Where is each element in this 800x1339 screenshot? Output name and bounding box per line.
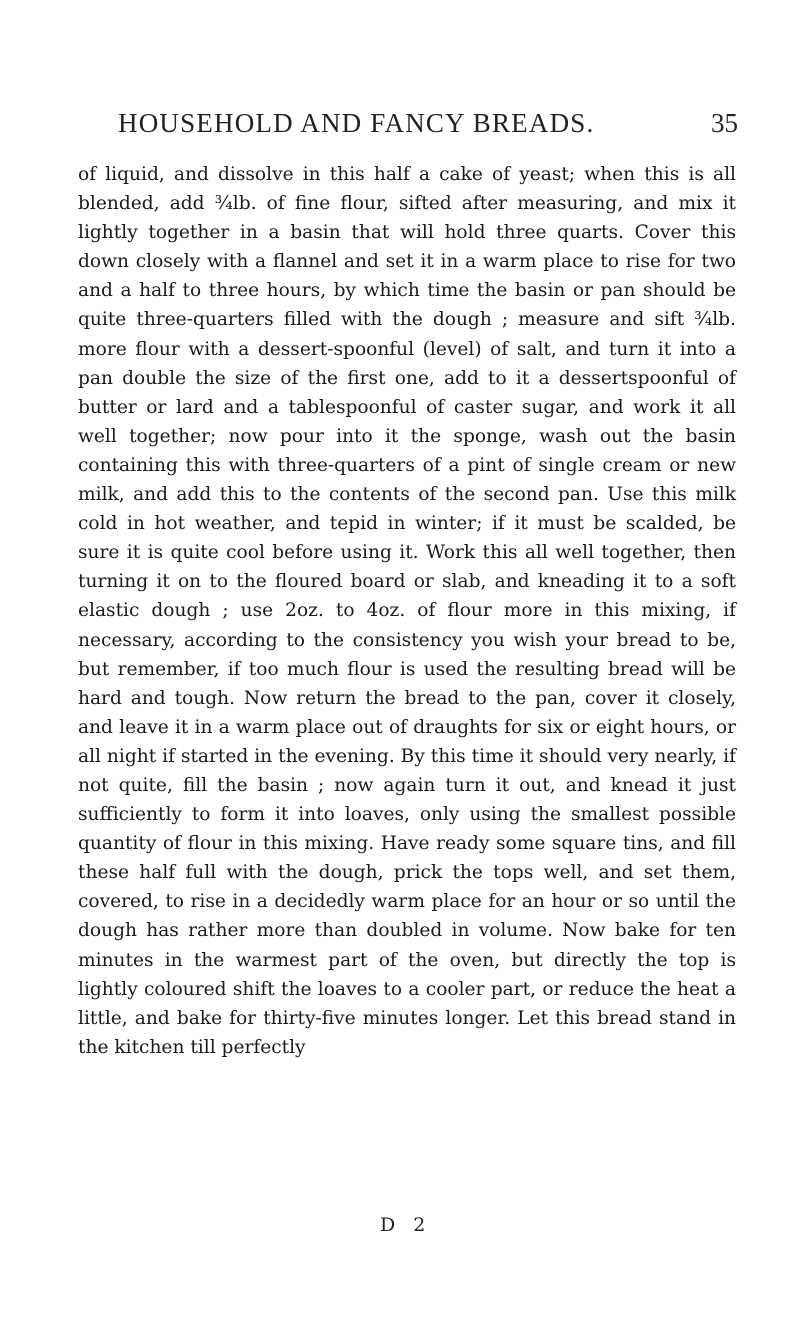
running-title: HOUSEHOLD AND FANCY BREADS.: [118, 108, 595, 138]
running-head: [118, 108, 738, 148]
body-paragraph: of liquid, and dissolve in this half a cake of yeast; when this is all blended, add ¾lb. of fine flour, sifted after measuring, and mix it lightly together in a basin that will hold three quarts. Cover this down closely with a flannel and set it in a warm place to rise for two and a half to three hours, by which time the basin or pan should be quite three-quarters filled with the dough ; measure and sift ¾lb. more flour with a dessert-spoonful (level) of salt, and turn it into a pan double the size of the first one, add to it a dessertspoonful of butter or lard and a tablespoonful of caster sugar, and work it all well together; now pour into it the sponge, wash out the basin containing this with three-quarters of a pint of single cream or new milk, and add this to the contents of the second pan. Use this milk cold in hot weather, and tepid in winter; if it must be scalded, be sure it is quite cool before using it. Work this all well together, then turning it on to the floured board or slab, and kneading it to a soft elastic dough ; use 2oz. to 4oz. of flour more in this mixing, if necessary, according to the consistency you wish your bread to be, but remember, if too much flour is used the resulting bread will be hard and tough. Now return the bread to the pan, cover it closely, and leave it in a warm place out of draughts for six or eight hours, or all night if started in the evening. By this time it should very nearly, if not quite, fill the basin ; now again turn it out, and knead it just sufficiently to form it into loaves, only using the smallest possible quantity of flour in this mixing. Have ready some square tins, and fill these half full with the dough, prick the tops well, and set them, covered, to rise in a decidedly warm place for an hour or so until the dough has rather more than doubled in volume. Now bake for ten minutes in the warmest part of the oven, but directly the top is lightly coloured shift the loaves to a cooler part, or reduce the heat a little, and bake for thirty-five minutes longer. Let this bread stand in the kitchen till perfectly: [78, 164, 736, 1058]
page-number: 35: [711, 108, 738, 138]
signature-mark: D 2: [380, 1214, 432, 1236]
